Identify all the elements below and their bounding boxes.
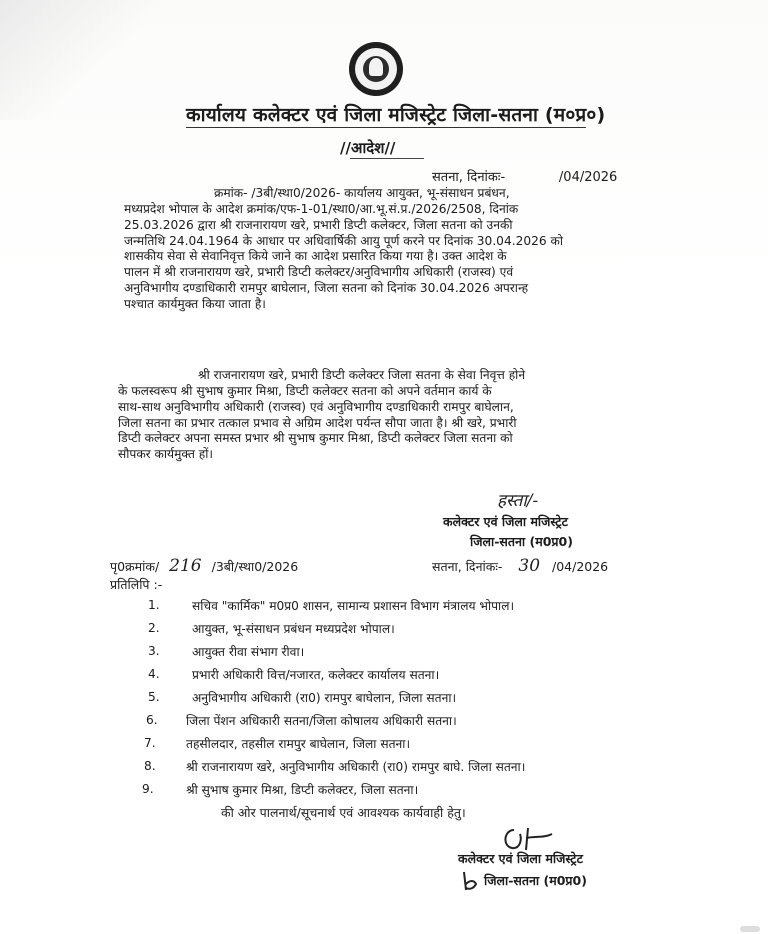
order-paragraph-1 (124, 186, 563, 313)
copy-item: तहसीलदार, तहसील रामपुर बाघेलान, जिला सतना। (186, 737, 411, 751)
page-edge-mark (740, 926, 760, 932)
endorsement-date-prefix: सतना, दिनांकः- (432, 559, 503, 574)
signature-scribble: हस्ता/- (497, 491, 539, 511)
signature-designation: कलेक्टर एवं जिला मजिस्ट्रेट (458, 851, 583, 866)
copy-number: 3. (148, 644, 160, 658)
closing-line: की ओर पालनार्थ/सूचनार्थ एवं आवश्यक कार्यवाही हेतु। (221, 805, 466, 820)
copy-number: 2. (148, 621, 160, 635)
endorsement-date (432, 556, 608, 576)
paragraph-line: शासकीय सेवा से सेवानिवृत्त किये जाने का आदेश प्रसारित किया गया है। उक्त आदेश के (124, 249, 507, 264)
endorsement-date-suffix: /04/2026 (552, 559, 609, 574)
copy-label: प्रतिलिपि :- (110, 577, 163, 592)
paragraph-line: डिप्टी कलेक्टर अपना समस्त प्रभार श्री सुभाष कुमार मिश्रा, डिप्टी कलेक्टर जिला सतना को (118, 431, 513, 446)
endorsement-date-handwritten: 30 (518, 556, 541, 576)
state-emblem-icon (349, 42, 403, 96)
copy-item: आयुक्त रीवा संभाग रीवा। (192, 645, 305, 659)
copy-item: प्रभारी अधिकारी वित्त/नजारत, कलेक्टर कार्यालय सतना। (192, 668, 440, 682)
copy-number: 5. (148, 690, 160, 704)
paragraph-line: के फलस्वरूप श्री सुभाष कुमार मिश्रा, डिप्टी कलेक्टर सतना को अपने वर्तमान कार्य के (118, 383, 492, 398)
paragraph-line: अनुविभागीय दण्डाधिकारी रामपुर बाघेलान, जिला सतना को दिनांक 30.04.2026 अपरान्ह (124, 281, 529, 296)
order-heading: //आदेश// (340, 139, 396, 157)
paragraph-line: सौपकर कार्यमुक्त हों। (118, 447, 214, 462)
paragraph-line: जिला सतना का प्रभार तत्काल प्रभाव से अग्रिम आदेश पर्यन्त सौपा जाता है। श्री खरे, प्रभारी (118, 415, 517, 430)
endorsement-number-handwritten: 216 (169, 556, 202, 576)
paragraph-line: श्री राजनारायण खरे, प्रभारी डिप्टी कलेक्टर जिला सतना के सेवा निवृत्त होने (198, 368, 526, 382)
copy-number: 7. (144, 736, 156, 750)
signature-designation: कलेक्टर एवं जिला मजिस्ट्रेट (443, 514, 568, 529)
paragraph-line: मध्यप्रदेश भोपाल के आदेश क्रमांक/एफ-1-01/स्था0/आ.भू.सं.प्र./2026/2508, दिनांक (124, 201, 519, 216)
paragraph-line: पालन में श्री राजनारायण खरे, प्रभारी डिप्टी कलेक्टर/अनुविभागीय अधिकारी (राजस्व) एवं (124, 265, 514, 280)
copy-number: 9. (142, 782, 154, 796)
endorsement-suffix: /3बी/स्था0/2026 (211, 559, 299, 574)
title-underline (186, 127, 586, 128)
copy-item: श्री राजनारायण खरे, अनुविभागीय अधिकारी (रा0) रामपुर बाघे. जिला सतना। (186, 760, 526, 774)
copy-number: 6. (146, 713, 158, 727)
initial-scribble-icon (460, 870, 480, 892)
copy-item: श्री सुभाष कुमार मिश्रा, डिप्टी कलेक्टर, जिला सतना। (186, 783, 419, 797)
copy-item: आयुक्त, भू-संसाधन प्रबंधन मध्यप्रदेश भोपाल। (192, 622, 395, 636)
paragraph-line: पश्चात कार्यमुक्त किया जाता है। (124, 297, 266, 312)
copy-item: जिला पेंशन अधिकारी सतना/जिला कोषालय अधिकारी सतना। (186, 714, 457, 728)
signature-office: जिला-सतना (म0प्र0) (484, 873, 587, 888)
copy-number: 8. (144, 759, 156, 773)
signature-office: जिला-सतना (म0प्र0) (470, 534, 573, 549)
order-paragraph-2 (118, 368, 525, 463)
order-date: सतना, दिनांकः- /04/2026 (432, 170, 618, 185)
paragraph-line: साथ-साथ अनुविभागीय अधिकारी (राजस्व) एवं अनुविभागीय दण्डाधिकारी रामपुर बाघेलान, (118, 399, 514, 414)
copy-item: सचिव "कार्मिक" म0प्र0 शासन, सामान्य प्रशासन विभाग मंत्रालय भोपाल। (192, 599, 515, 613)
paragraph-line: 25.03.2026 द्वारा श्री राजनारायण खरे, प्रभारी डिप्टी कलेक्टर, जिला सतना को उनकी (124, 217, 513, 232)
office-title: कार्यालय कलेक्टर एवं जिला मजिस्ट्रेट जिला-सतना (म०प्र०) (186, 104, 606, 126)
endorsement-prefix: पृ0क्रमांक/ (110, 559, 160, 574)
page-shadow (0, 0, 160, 120)
endorsement-number (110, 556, 298, 576)
paragraph-line: जन्मतिथि 24.04.1964 के आधार पर अधिवार्षिकी आयु पूर्ण करने पर दिनांक 30.04.2026 को (124, 233, 563, 248)
copy-item: अनुविभागीय अधिकारी (रा0) रामपुर बाघेलान, जिला सतना। (192, 691, 457, 705)
order-underline (350, 158, 424, 159)
copy-number: 4. (148, 667, 160, 681)
paragraph-line: क्रमांक- /3बी/स्था0/2026- कार्यालय आयुक्त, भू-संसाधन प्रबंधन, (214, 186, 510, 200)
copy-number: 1. (148, 598, 160, 612)
